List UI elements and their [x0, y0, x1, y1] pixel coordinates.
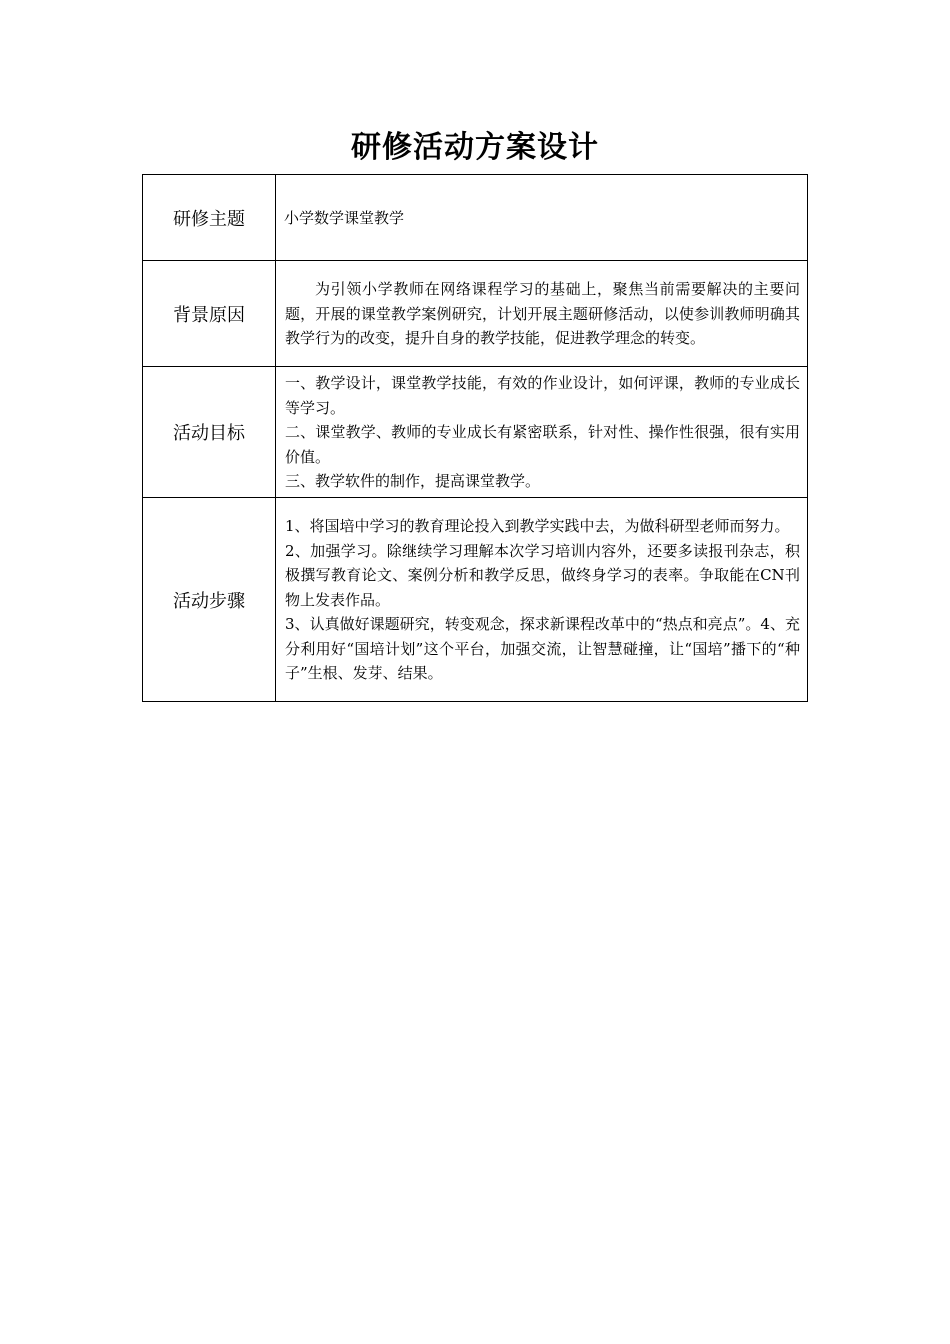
table-row-background	[143, 261, 808, 367]
page-title: 研修活动方案设计	[351, 130, 599, 165]
row-label-goals: 活动目标	[143, 367, 276, 498]
goal-item-3: 三、教学软件的制作，提高课堂教学。	[285, 472, 541, 491]
topic-text: 小学数学课堂教学	[284, 208, 405, 227]
step-item-2: 2、加强学习。除继续学习理解本次学习培训内容外，还要多读报刊杂志，积极撰写教育论文、案例分析和教学反思，做终身学习的表率。争取能在CN刊物上发表作品。	[285, 541, 800, 609]
row-content-background	[276, 261, 808, 367]
row-content-topic	[276, 175, 808, 261]
step-item-1: 1、将国培中学习的教育理论投入到教学实践中去，为做科研型老师而努力。	[285, 517, 790, 536]
row-label-steps: 活动步骤	[143, 498, 276, 702]
goal-item-1: 一、教学设计，课堂教学技能，有效的作业设计，如何评课，教师的专业成长等学习。	[285, 374, 800, 417]
row-label-topic: 研修主题	[143, 175, 276, 261]
row-content-goals	[276, 367, 808, 498]
row-content-steps	[276, 498, 808, 702]
plan-table	[142, 174, 808, 702]
row-label-background: 背景原因	[143, 261, 276, 367]
background-paragraph: 为引领小学教师在网络课程学习的基础上，聚焦当前需要解决的主要问题，开展的课堂教学案例研究，计划开展主题研修活动，以使参训教师明确其教学行为的改变，提升自身的教学技能，促进教学理念的转变。	[285, 280, 800, 348]
table-row-topic	[143, 175, 808, 261]
table-row-steps	[143, 498, 808, 702]
step-item-3: 3、认真做好课题研究，转变观念，探求新课程改革中的“热点和亮点”。4、充分利用好“国培计划”这个平台，加强交流，让智慧碰撞，让“国培”播下的“种子”生根、发芽、结果。	[285, 615, 800, 683]
goal-item-2: 二、课堂教学、教师的专业成长有紧密联系，针对性、操作性很强，很有实用价值。	[285, 423, 800, 466]
table-row-goals	[143, 367, 808, 498]
